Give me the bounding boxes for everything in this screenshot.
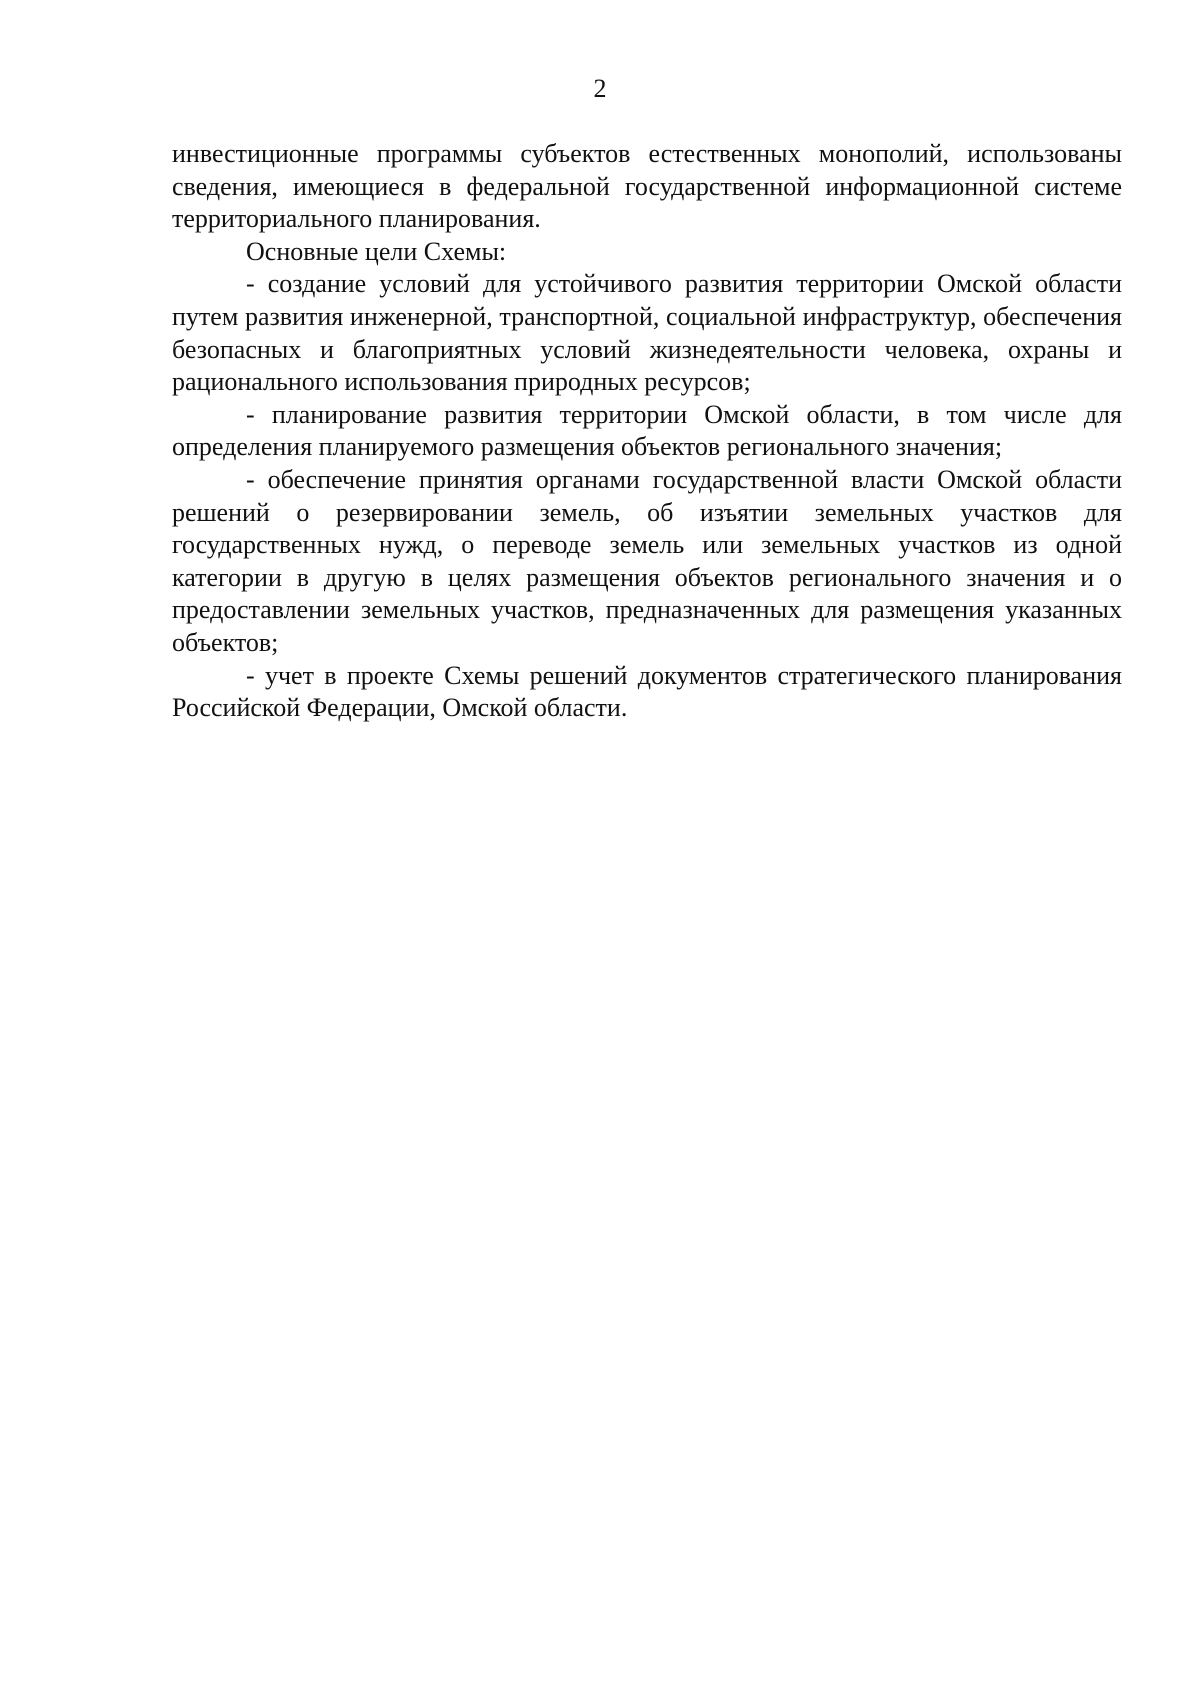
goal-item: - учет в проекте Схемы решений документов стратегического планирования Российской Федерации, Омской области. [172, 660, 1122, 723]
document-body [172, 138, 1122, 725]
page-number: 2 [593, 74, 607, 103]
goal-item: - обеспечение принятия органами государственной власти Омской области решений о резервировании земель, об изъятии земельных участков для государственных нужд, о переводе земель или земельных участков из одной категории в другую в целях размещения объектов регионального значения и о предоставлении земельных участков, предназначенных для размещения указанных объектов; [172, 464, 1122, 657]
goal-item: - создание условий для устойчивого развития территории Омской области путем развития инженерной, транспортной, социальной инфраструктур, обеспечения безопасных и благоприятных условий жизнедеятельности человека, охраны и рационального использования природных ресурсов; [172, 269, 1122, 397]
goals-heading: Основные цели Схемы: [246, 236, 507, 266]
paragraph-continuation: инвестиционные программы субъектов естественных монополий, использованы сведения, имеющиеся в федеральной государственной информационной системе территориального планирования. [172, 139, 1122, 234]
goal-item: - планирование развития территории Омской области, в том числе для определения планируемого размещения объектов регионального значения; [172, 399, 1122, 462]
